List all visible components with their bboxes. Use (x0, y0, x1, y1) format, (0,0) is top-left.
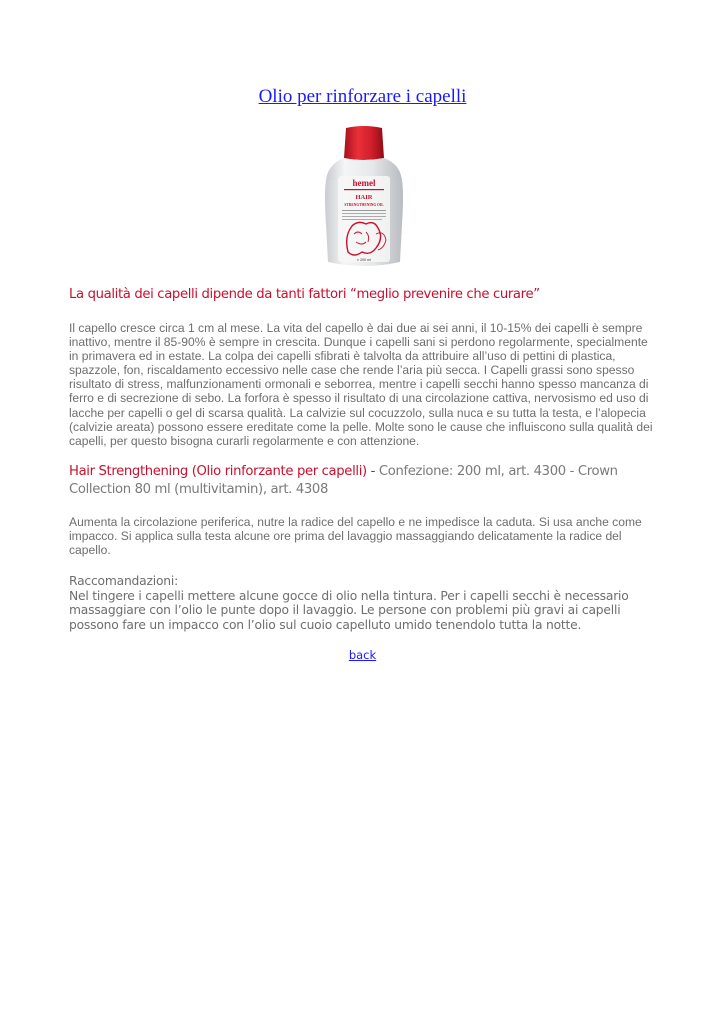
recommendations-text: Nel tingere i capelli mettere alcune gocce di olio nella tintura. Per i capelli secchi è necessario massaggiare con l’olio le punte dopo il lavaggio. Le persone con problemi più gravi ai capelli possono fare un impacco con l’olio sul cuoio capelluto umido tenendolo tutta la notte. (69, 588, 629, 632)
back-link[interactable]: back (348, 648, 377, 662)
product-description: Aumenta la circolazione periferica, nutre la radice del capello e ne impedisce la caduta. Si usa anche come impacco. Si applica sulla testa alcune ore prima del lavaggio massaggiando delicatamente la radice del capello. (69, 515, 642, 558)
recommendations-block (69, 574, 669, 632)
svg-text:HAIR: HAIR (355, 194, 373, 201)
product-heading (69, 463, 659, 499)
product-details: Confezione: 200 ml, art. 4300 - Crown Collection 80 ml (multivitamin), art. 4308 (69, 464, 618, 497)
svg-text:hemel: hemel (352, 178, 376, 188)
page-title-link[interactable]: Olio per rinforzare i capelli (258, 86, 467, 107)
product-name: Hair Strengthening (Olio rinforzante per capelli) - (69, 464, 376, 479)
intro-paragraph: Il capello cresce circa 1 cm al mese. La vita del capello è dai due ai sei anni, il 10-15% dei capelli è sempre inattivo, mentre il 85-90% è sempre in crescita. Dunque i capelli sani si perdono regolarmente, specialmente in primavera ed in estate. La colpa dei capelli sfibrati è talvolta da attribuire all’uso di pettini di plastica, spazzole, fon, riscaldamento eccessivo nelle case che rende l’aria più secca. I Capelli grassi sono spesso risultato di stress, malfunzionamenti ormonali e seborrea, mentre i capelli secchi hanno spesso mancanza di ferro e di secrezione di sebo. La forfora è spesso il risultato di una circolazione cattiva, nervosismo ed uso di lacche per capelli o gel di scarsa qualità. La calvizie sul cocuzzolo, sulla nuca e su tutta la testa, e l’alopecia (calvizie areata) possono essere ereditate come la pelle. Molte sono le cause che influiscono sulla qualità dei capelli, per questo bisogna curarli regolarmente e con attenzione. (69, 321, 653, 448)
svg-text:STRENGTHENING OIL: STRENGTHENING OIL (344, 203, 384, 207)
svg-text:℮ 200 ml: ℮ 200 ml (357, 258, 371, 262)
section-heading: La qualità dei capelli dipende da tanti fattori “meglio prevenire che curare” (69, 287, 540, 302)
recommendations-label: Raccomandazioni: (69, 574, 179, 588)
product-bottle-image (318, 124, 410, 274)
